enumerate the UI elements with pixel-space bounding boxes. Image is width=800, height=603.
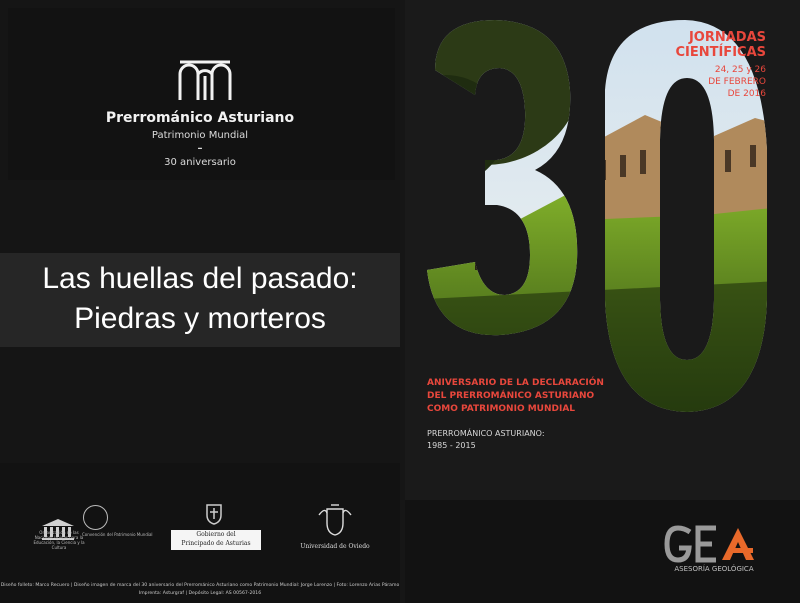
university-caption: Universidad de Oviedo: [300, 543, 370, 550]
credits-line-1: Diseño folleto: Marco Recuero | Diseño imagen de marca del 30 aniversario del Prerrománico Asturiano como Patrimonio Mundial: Jorge Lorenzo | Foto: Lorenzo Arias Páramo: [0, 583, 400, 588]
arches-logo-icon: [177, 58, 233, 102]
title-line-1: Las huellas del pasado:: [42, 262, 358, 295]
dates-line-3: DE 2016: [727, 89, 766, 99]
aniv-line-1: ANIVERSARIO DE LA DECLARACIÓN: [427, 378, 604, 388]
org-title: Prerrománico Asturiano: [105, 110, 295, 126]
gea-logo-icon: [664, 524, 764, 564]
unesco-caption: Organización de las Naciones Unidas para la Educación, la Ciencia y la Cultura: [33, 530, 85, 550]
org-anniversary: 30 aniversario: [164, 157, 236, 168]
anniversary-declaration: [427, 377, 604, 416]
prerromanico-years: [427, 428, 545, 452]
asturias-shield-icon: [205, 503, 223, 525]
event-title-line-1: JORNADAS: [688, 30, 766, 45]
event-title: [675, 30, 766, 60]
gea-subtitle: ASESORÍA GEOLÓGICA: [674, 565, 754, 573]
asturias-line-2: Principado de Asturias: [181, 540, 251, 547]
university-crest-icon: [315, 503, 355, 537]
org-dash: –: [197, 143, 203, 154]
credits-line-2: Imprenta: Asturgraf | Depósito Legal: AS 00567-2016: [138, 591, 262, 596]
dates-line-2: DE FEBRERO: [708, 77, 766, 87]
dates-line-1: 24, 25 y 26: [714, 65, 766, 75]
prerro-line-2: 1985 - 2015: [427, 441, 476, 450]
asturias-government-logo: [171, 530, 261, 550]
prerro-line-1: PRERROMÁNICO ASTURIANO:: [427, 429, 545, 438]
aniv-line-2: DEL PRERROMÁNICO ASTURIANO: [427, 391, 595, 401]
title-line-2: Piedras y morteros: [74, 302, 326, 335]
event-dates: [708, 64, 766, 100]
world-heritage-logo-icon: [83, 505, 108, 530]
event-title-line-2: CIENTÍFICAS: [675, 45, 766, 60]
asturias-line-1: Gobierno del: [196, 531, 236, 538]
aniv-line-3: COMO PATRIMONIO MUNDIAL: [427, 404, 576, 414]
org-subtitle: Patrimonio Mundial: [151, 130, 249, 141]
world-heritage-caption: Convención del Patrimonio Mundial: [82, 532, 153, 537]
